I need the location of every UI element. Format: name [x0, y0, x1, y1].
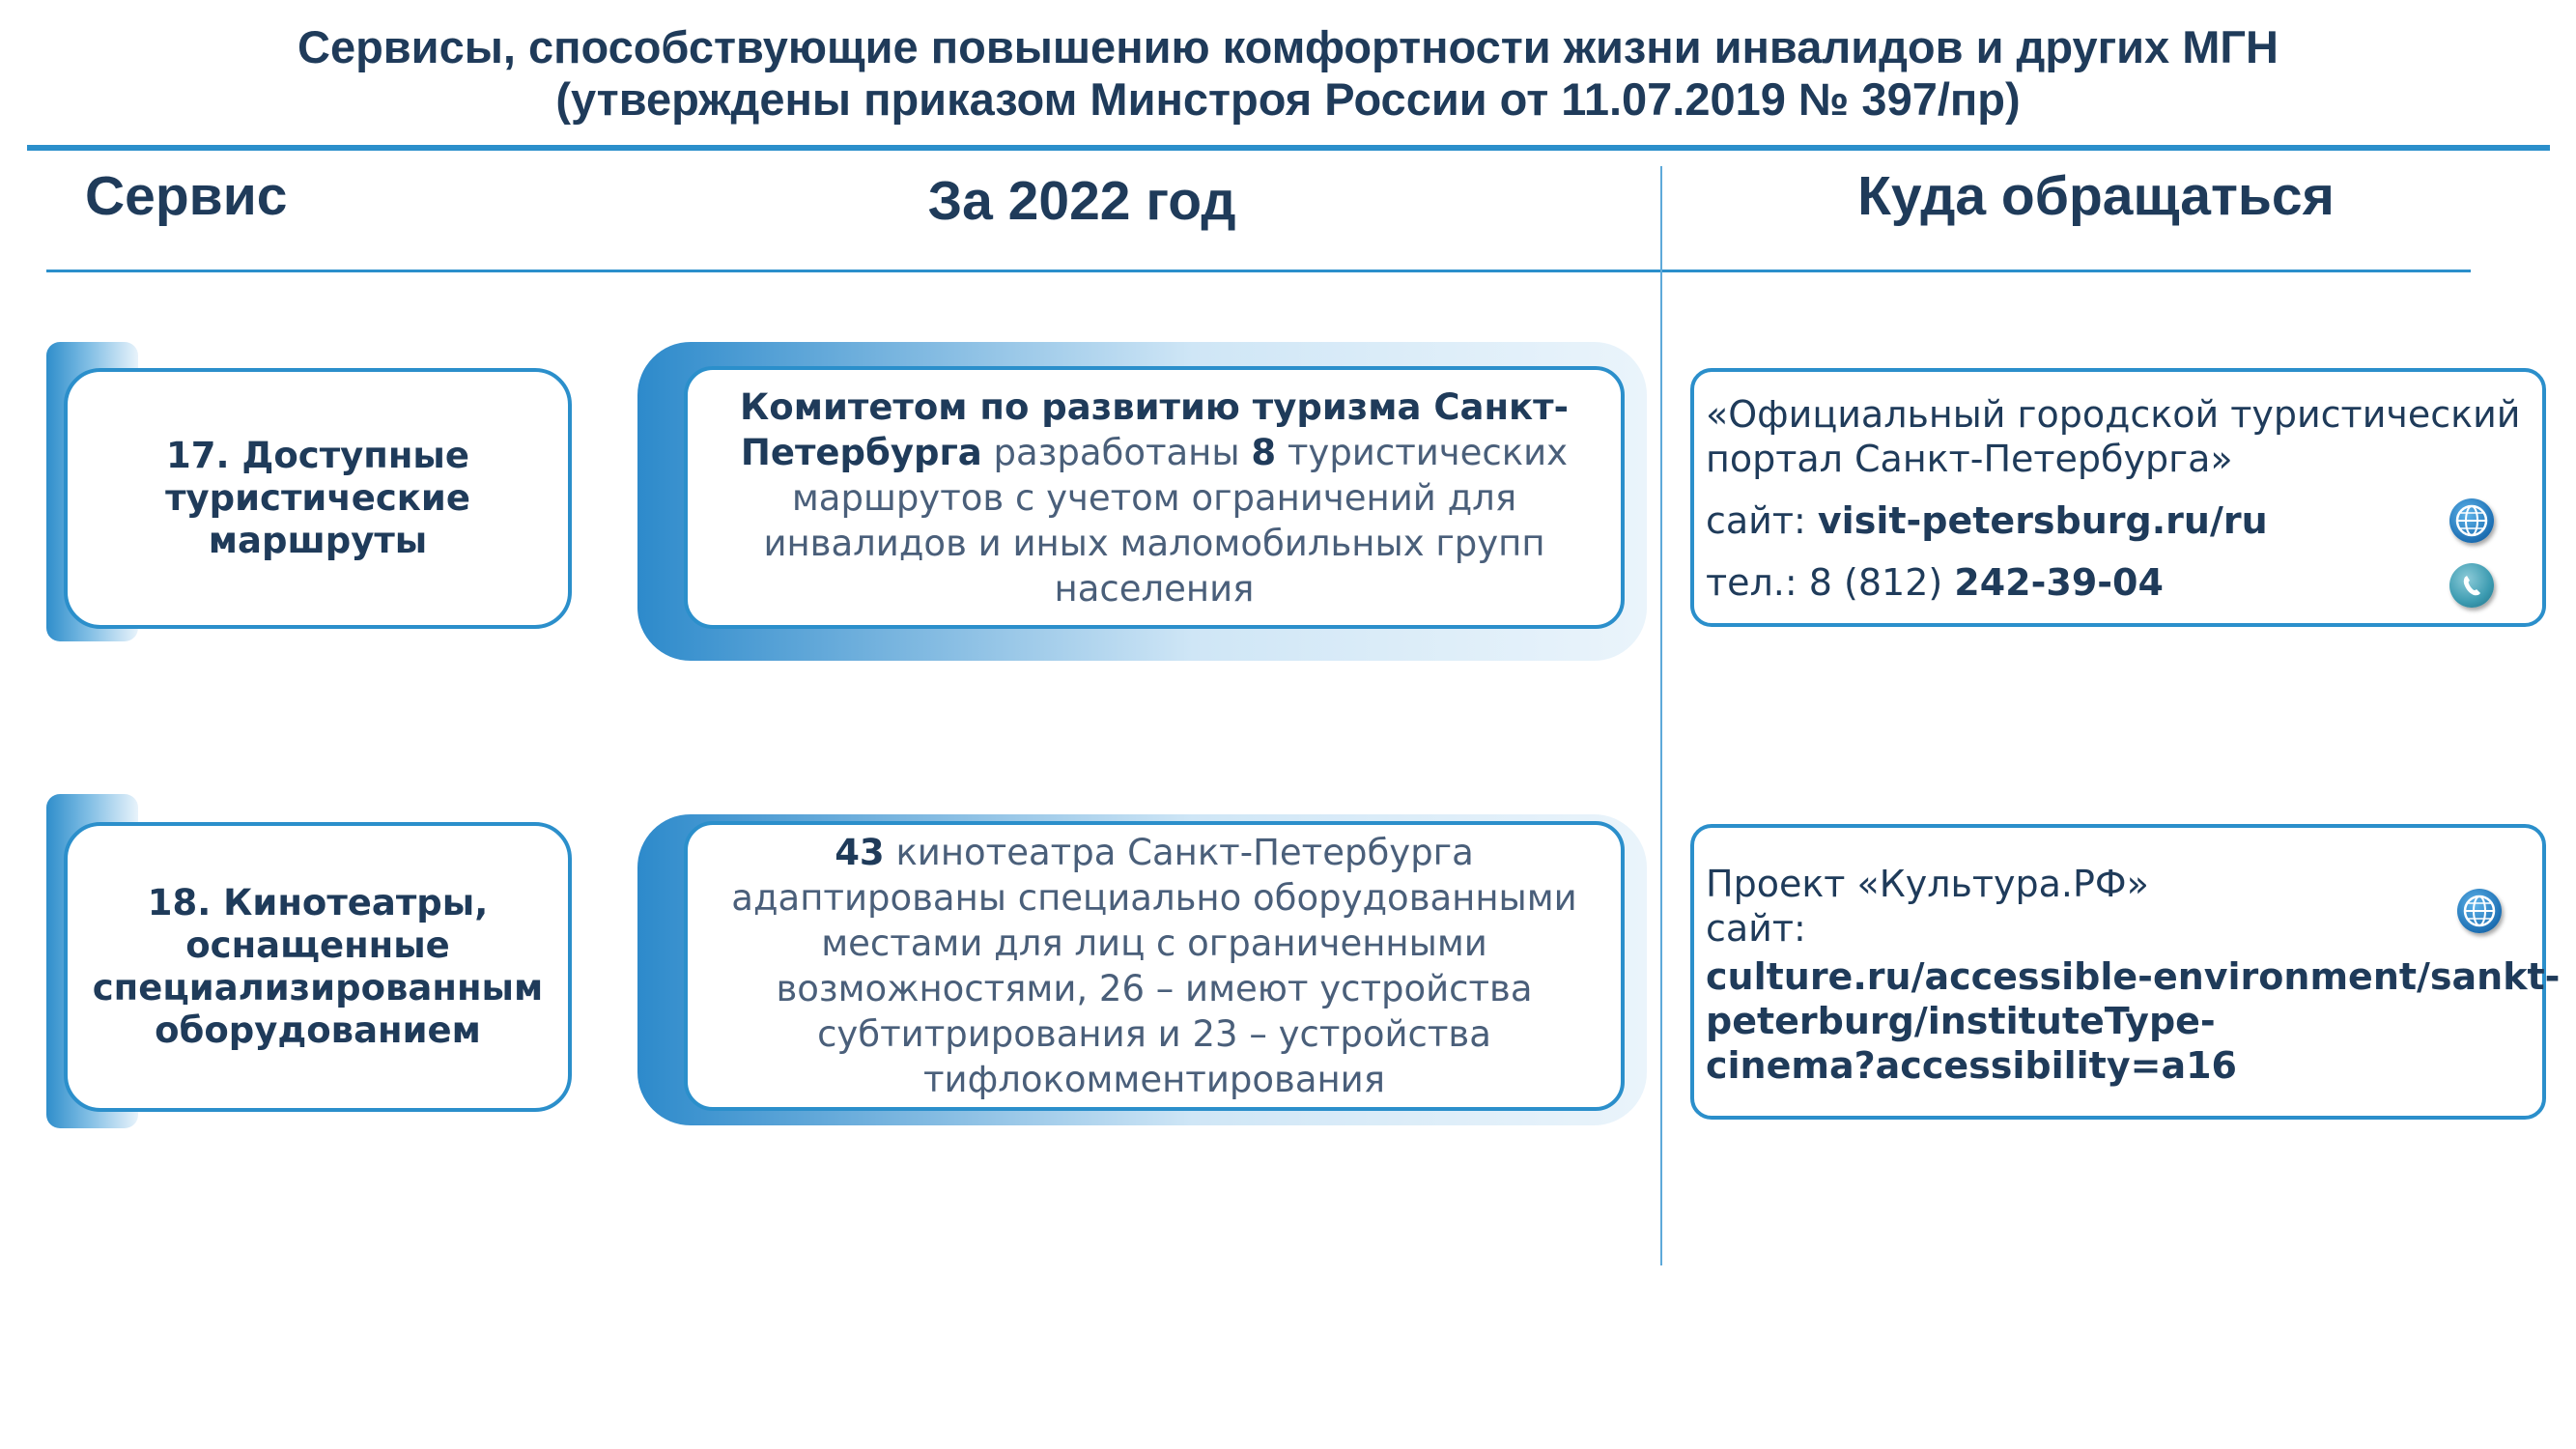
- row-1-desc-text: Комитетом по развитию туризма Санкт-Петербурга разработаны 8 туристических маршрутов с учетом ограничений для инвалидов и иных маломобильных групп населения: [740, 385, 1569, 610]
- row-2-service-label: 18. Кинотеатры, оснащенные специализированным оборудованием: [92, 882, 544, 1051]
- header-contact: Куда обращаться: [1857, 165, 2335, 227]
- row-1-site-line: сайт: visit-petersburg.ru/ru: [1706, 499, 2268, 542]
- row-1-service-box: [64, 368, 572, 629]
- row-1-service-label: 17. Доступные туристические маршруты: [165, 435, 470, 561]
- row-2-desc-box: [684, 821, 1625, 1111]
- globe-icon[interactable]: [2449, 498, 2494, 543]
- row-1-phone-number[interactable]: 242-39-04: [1954, 561, 2164, 604]
- row-2-site-label: сайт:: [1706, 907, 1806, 950]
- globe-icon[interactable]: [2457, 889, 2502, 933]
- row-2-site-link-2[interactable]: peterburg/instituteType-: [1706, 1000, 2216, 1042]
- row-1-org-line-2: портал Санкт-Петербурга»: [1706, 438, 2233, 480]
- phone-icon[interactable]: [2449, 563, 2494, 608]
- header-service: Сервис: [85, 165, 288, 227]
- row-2-service-box: [64, 822, 572, 1112]
- title-line-1: Сервисы, способствующие повышению комфортности жизни инвалидов и других МГН: [297, 21, 2279, 72]
- title-line-2: (утверждены приказом Минстроя России от 11.07.2019 № 397/пр): [555, 73, 2021, 125]
- row-1-contact-box: [1690, 368, 2546, 627]
- row-1-org-line-1: «Официальный городской туристический: [1706, 393, 2521, 436]
- title-divider: [27, 145, 2550, 151]
- row-1-site-link[interactable]: visit-petersburg.ru/ru: [1817, 499, 2268, 542]
- row-2-desc-text: 43 кинотеатра Санкт-Петербурга адаптированы специально оборудованными местами для лиц с ограниченными возможностями, 26 – имеют устройства субтитрирования и 23 – устройства тифлокомментирования: [731, 832, 1577, 1100]
- row-2-site-link-1[interactable]: culture.ru/accessible-environment/sankt-: [1706, 955, 2561, 998]
- header-year: За 2022 год: [927, 170, 1236, 232]
- row-2-site-link-3[interactable]: cinema?accessibility=a16: [1706, 1044, 2237, 1087]
- row-2-org-line: Проект «Культура.РФ»: [1706, 863, 2149, 905]
- row-1-phone-line: тел.: 8 (812) 242-39-04: [1706, 561, 2164, 604]
- column-divider: [1660, 166, 1662, 1265]
- row-1-desc-box: [684, 366, 1625, 629]
- header-divider: [46, 270, 2471, 272]
- row-2-contact-box: [1690, 824, 2561, 1120]
- page-title: [0, 21, 2576, 126]
